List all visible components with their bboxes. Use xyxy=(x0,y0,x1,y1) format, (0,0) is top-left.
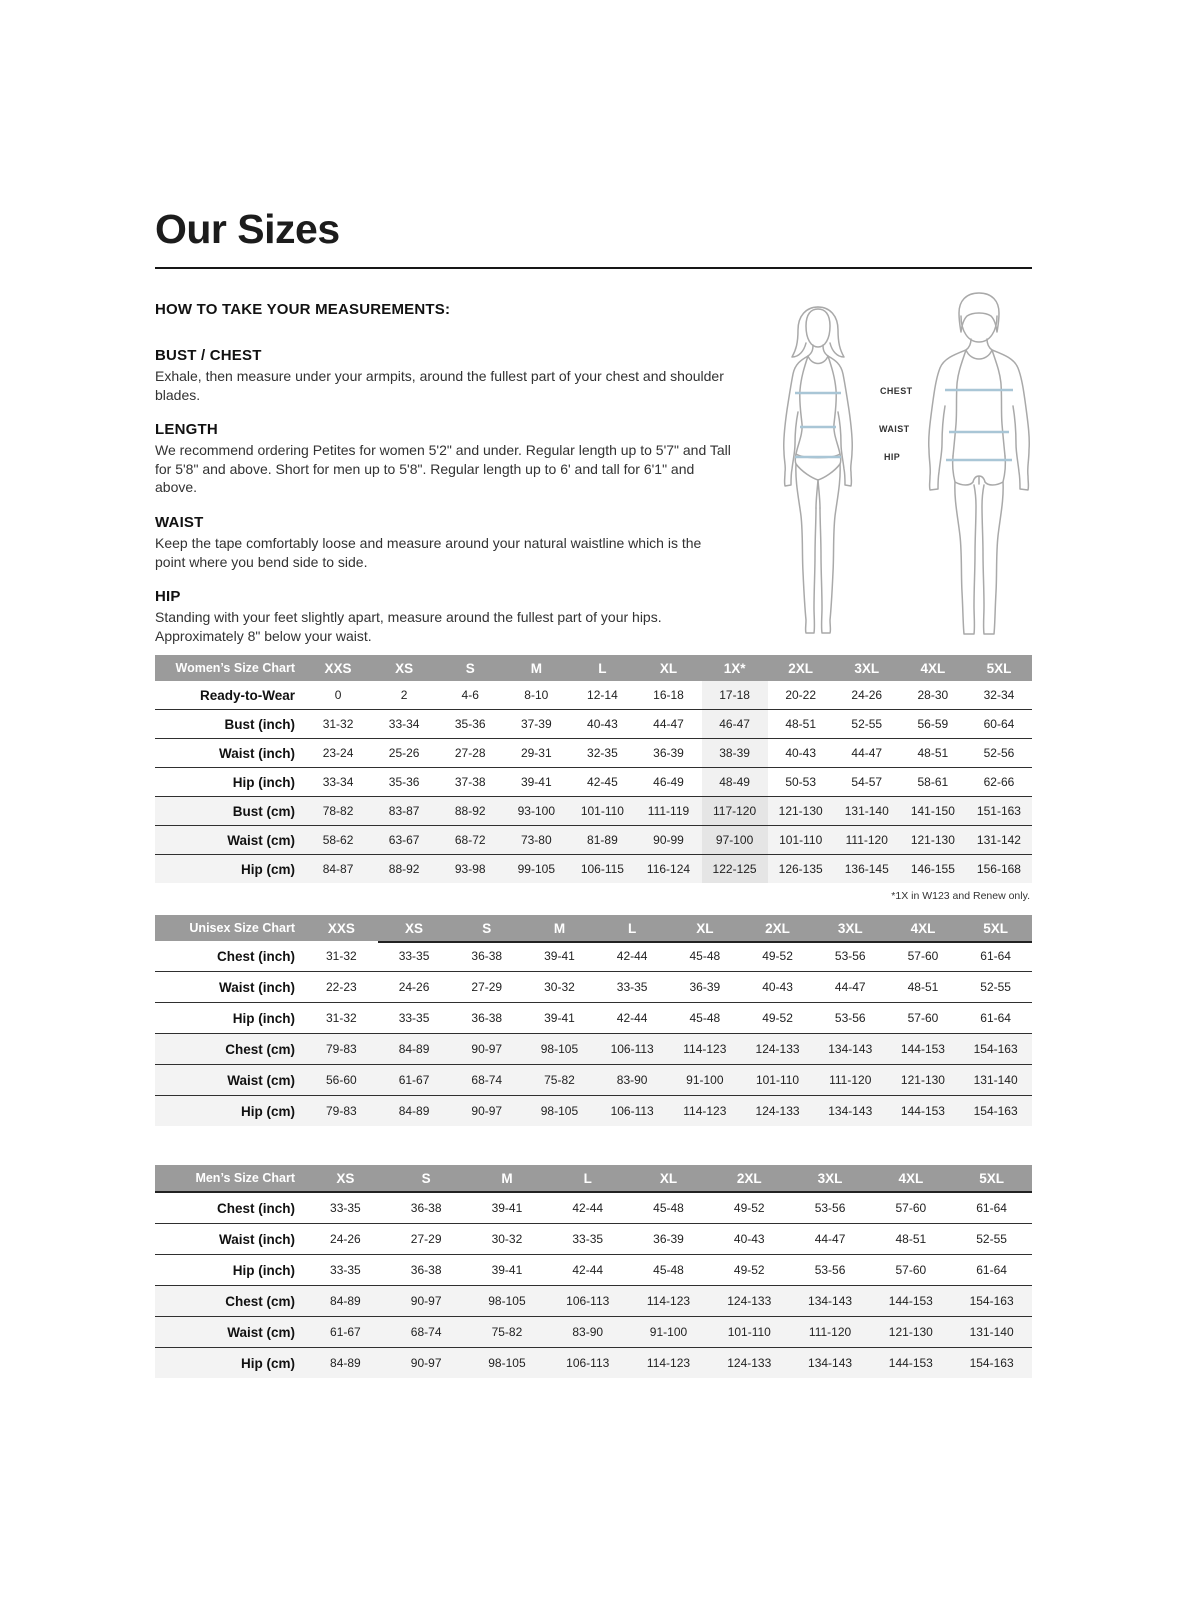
table-row xyxy=(155,1003,1032,1034)
size-cell: 106-113 xyxy=(566,1356,610,1370)
size-cell: 84-89 xyxy=(330,1356,361,1370)
size-cell: 131-140 xyxy=(844,804,889,818)
size-cell: 52-55 xyxy=(851,717,883,731)
size-cell: 68-74 xyxy=(410,1325,442,1339)
column-header: S xyxy=(482,920,492,936)
size-cell: 111-120 xyxy=(845,833,888,847)
size-cell: 117-120 xyxy=(702,797,768,825)
column-header: M xyxy=(530,660,542,676)
size-cell: 114-123 xyxy=(683,1042,727,1056)
size-cell: 79-83 xyxy=(325,1104,357,1118)
size-cell: 98-105 xyxy=(540,1104,579,1118)
size-cell: 20-22 xyxy=(785,688,817,702)
measurement-instructions xyxy=(155,301,733,662)
table-row xyxy=(155,1096,1032,1126)
column-header: 3XL xyxy=(837,920,863,936)
column-header: 1X* xyxy=(723,660,746,676)
size-cell: 8-10 xyxy=(524,688,549,702)
size-cell: 53-56 xyxy=(834,949,866,963)
size-cell: 144-153 xyxy=(900,1104,945,1118)
size-cell: 12-14 xyxy=(587,688,618,702)
size-cell: 0 xyxy=(334,688,342,702)
table-row xyxy=(155,1348,1032,1378)
size-cell: 33-34 xyxy=(388,717,420,731)
size-cell: 79-83 xyxy=(325,1042,357,1056)
size-cell: 24-26 xyxy=(851,688,883,702)
size-cell: 40-43 xyxy=(587,717,618,731)
section-body: Standing with your feet slightly apart, measure around the fullest part of your hips. Approximately 8" below your waist. xyxy=(155,609,662,644)
size-cell: 134-143 xyxy=(808,1356,853,1370)
column-header: 2XL xyxy=(765,920,790,936)
size-cell: 39-41 xyxy=(491,1263,523,1277)
title-divider xyxy=(155,267,1032,269)
size-cell: 154-163 xyxy=(973,1042,1018,1056)
size-cell: 46-47 xyxy=(702,710,768,738)
column-header: XXS xyxy=(327,920,355,936)
size-cell: 57-60 xyxy=(907,1011,939,1025)
size-cell: 84-89 xyxy=(330,1294,361,1308)
size-cell: 97-100 xyxy=(702,826,768,854)
size-cell: 126-135 xyxy=(778,862,823,876)
size-cell: 38-39 xyxy=(702,739,768,767)
size-cell: 93-100 xyxy=(517,804,555,818)
size-cell: 124-133 xyxy=(727,1294,772,1308)
column-header: 5XL xyxy=(986,660,1012,676)
table-title: Women’s Size Chart xyxy=(175,661,295,675)
size-cell: 45-48 xyxy=(689,1011,721,1025)
size-cell: 52-55 xyxy=(980,980,1011,994)
size-cell: 27-28 xyxy=(454,746,486,760)
size-cell: 68-72 xyxy=(454,833,486,847)
table-row xyxy=(155,1255,1032,1286)
size-cell: 124-133 xyxy=(755,1042,800,1056)
row-label: Hip (inch) xyxy=(232,1262,295,1278)
size-cell: 106-113 xyxy=(610,1042,654,1056)
row-label: Bust (inch) xyxy=(224,716,295,732)
table-row xyxy=(155,768,1032,797)
size-cell: 33-35 xyxy=(398,1011,430,1025)
size-cell: 61-67 xyxy=(330,1325,361,1339)
row-label: Hip (inch) xyxy=(232,1010,295,1026)
size-cell: 42-44 xyxy=(572,1201,604,1215)
size-cell: 36-38 xyxy=(410,1263,442,1277)
size-cell: 111-120 xyxy=(829,1073,872,1087)
table-row xyxy=(155,941,1032,972)
size-cell: 2 xyxy=(400,688,408,702)
size-cell: 35-36 xyxy=(454,717,486,731)
size-cell: 54-57 xyxy=(851,775,883,789)
women-s-size-chart xyxy=(155,655,1032,902)
size-cell: 57-60 xyxy=(895,1201,927,1215)
table-row xyxy=(155,1317,1032,1348)
size-cell: 83-90 xyxy=(572,1325,604,1339)
size-cell: 48-51 xyxy=(785,717,817,731)
size-cell: 33-35 xyxy=(330,1263,361,1277)
size-cell: 28-30 xyxy=(917,688,949,702)
column-header: 3XL xyxy=(817,1170,843,1186)
section-body: Exhale, then measure under your armpits, around the fullest part of your chest and shoulder blades. xyxy=(155,368,724,403)
column-header: M xyxy=(501,1170,513,1186)
size-cell: 90-99 xyxy=(653,833,684,847)
size-cell: 45-48 xyxy=(653,1263,684,1277)
size-cell: 88-92 xyxy=(454,804,486,818)
size-cell: 42-44 xyxy=(616,949,648,963)
table-row xyxy=(155,739,1032,768)
size-cell: 154-163 xyxy=(973,1104,1018,1118)
size-cell: 33-35 xyxy=(616,980,648,994)
size-cell: 17-18 xyxy=(702,681,768,709)
size-cell: 60-64 xyxy=(983,717,1015,731)
size-cell: 42-44 xyxy=(572,1263,604,1277)
size-cell: 101-110 xyxy=(727,1325,771,1339)
size-cell: 23-24 xyxy=(322,746,354,760)
size-cell: 48-51 xyxy=(895,1232,927,1246)
size-cell: 39-41 xyxy=(544,949,575,963)
size-cell: 121-130 xyxy=(910,833,955,847)
column-header: XS xyxy=(336,1170,355,1186)
size-cell: 53-56 xyxy=(814,1263,846,1277)
chest-label: CHEST xyxy=(880,386,913,396)
section-bust-chest xyxy=(155,347,733,404)
size-cell: 49-52 xyxy=(733,1201,765,1215)
size-cell: 93-98 xyxy=(454,862,486,876)
column-header: XL xyxy=(696,920,714,936)
row-label: Hip (cm) xyxy=(241,861,295,877)
table-row xyxy=(155,1065,1032,1096)
size-cell: 39-41 xyxy=(544,1011,575,1025)
section-heading: LENGTH xyxy=(155,421,218,439)
size-cell: 49-52 xyxy=(762,949,793,963)
size-cell: 91-100 xyxy=(686,1073,724,1087)
table-row xyxy=(155,1034,1032,1065)
size-cell: 24-26 xyxy=(330,1232,361,1246)
size-cell: 156-168 xyxy=(976,862,1021,876)
size-cell: 48-49 xyxy=(702,768,768,796)
column-header: XS xyxy=(395,660,414,676)
size-cell: 52-56 xyxy=(983,746,1015,760)
size-cell: 134-143 xyxy=(828,1104,873,1118)
size-cell: 73-80 xyxy=(520,833,552,847)
size-cell: 25-26 xyxy=(388,746,420,760)
size-cell: 88-92 xyxy=(388,862,420,876)
size-cell: 36-38 xyxy=(471,949,503,963)
size-cell: 61-64 xyxy=(980,949,1011,963)
unisex-size-chart xyxy=(155,915,1032,1126)
size-cell: 111-119 xyxy=(647,804,690,818)
size-cell: 121-130 xyxy=(778,804,823,818)
size-cell: 121-130 xyxy=(888,1325,933,1339)
size-cell: 75-82 xyxy=(544,1073,575,1087)
size-cell: 32-35 xyxy=(587,746,618,760)
size-cell: 49-52 xyxy=(762,1011,793,1025)
row-label: Chest (inch) xyxy=(216,948,295,964)
size-cell: 90-97 xyxy=(410,1294,442,1308)
size-cell: 49-52 xyxy=(733,1263,765,1277)
size-cell: 58-61 xyxy=(917,775,949,789)
size-cell: 91-100 xyxy=(649,1325,688,1339)
size-cell: 44-47 xyxy=(834,980,866,994)
size-cell: 36-38 xyxy=(471,1011,503,1025)
size-cell: 36-39 xyxy=(653,746,684,760)
size-cell: 136-145 xyxy=(844,862,889,876)
size-cell: 106-113 xyxy=(610,1104,654,1118)
size-cell: 48-51 xyxy=(917,746,949,760)
size-cell: 68-74 xyxy=(471,1073,503,1087)
size-cell: 50-53 xyxy=(785,775,817,789)
column-header: 3XL xyxy=(854,660,880,676)
instructions-heading: HOW TO TAKE YOUR MEASUREMENTS: xyxy=(155,301,451,318)
row-label: Hip (cm) xyxy=(241,1355,295,1371)
column-header: XL xyxy=(659,660,678,676)
column-header: S xyxy=(465,660,475,676)
size-cell: 99-105 xyxy=(517,862,555,876)
row-label: Waist (inch) xyxy=(219,1231,295,1247)
row-label: Waist (cm) xyxy=(227,1072,295,1088)
section-heading: HIP xyxy=(155,588,181,606)
row-label: Bust (cm) xyxy=(232,803,295,819)
size-cell: 116-124 xyxy=(646,862,691,876)
size-cell: 44-47 xyxy=(851,746,883,760)
size-cell: 151-163 xyxy=(976,804,1021,818)
column-header: 4XL xyxy=(910,920,936,936)
size-cell: 53-56 xyxy=(834,1011,866,1025)
size-cell: 16-18 xyxy=(653,688,684,702)
size-cell: 36-38 xyxy=(410,1201,442,1215)
row-label: Ready-to-Wear xyxy=(199,687,295,703)
hip-label: HIP xyxy=(884,452,901,462)
size-cell: 78-82 xyxy=(322,804,354,818)
size-cell: 114-123 xyxy=(646,1356,691,1370)
size-cell: 58-62 xyxy=(322,833,354,847)
size-cell: 33-35 xyxy=(330,1201,361,1215)
row-label: Chest (cm) xyxy=(225,1293,295,1309)
size-cell: 39-41 xyxy=(520,775,552,789)
size-cell: 52-55 xyxy=(976,1232,1007,1246)
size-cell: 37-38 xyxy=(454,775,486,789)
size-cell: 62-66 xyxy=(983,775,1015,789)
size-cell: 121-130 xyxy=(900,1073,945,1087)
row-label: Waist (cm) xyxy=(227,832,295,848)
table-row xyxy=(155,855,1032,883)
size-cell: 44-47 xyxy=(814,1232,846,1246)
table-row xyxy=(155,826,1032,855)
size-cell: 45-48 xyxy=(689,949,721,963)
size-cell: 134-143 xyxy=(828,1042,873,1056)
table-title: Unisex Size Chart xyxy=(189,921,295,935)
table-footnote: *1X in W123 and Renew only. xyxy=(891,890,1030,902)
size-tables xyxy=(155,655,1032,1415)
column-header: XL xyxy=(659,1170,678,1186)
size-cell: 154-163 xyxy=(969,1356,1014,1370)
size-cell: 56-59 xyxy=(917,717,949,731)
size-cell: 83-90 xyxy=(616,1073,648,1087)
size-cell: 61-64 xyxy=(976,1263,1007,1277)
size-cell: 98-105 xyxy=(488,1294,526,1308)
section-body: We recommend ordering Petites for women 5'2" and under. Regular length up to 5'7" and Tall for 5'8" and above. Short for men up to 5'8". Regular length up to 6' and tall for 6'1" and above. xyxy=(155,442,731,496)
size-cell: 57-60 xyxy=(907,949,939,963)
section-waist xyxy=(155,514,733,571)
size-cell: 48-51 xyxy=(907,980,939,994)
size-cell: 22-23 xyxy=(325,980,357,994)
waist-label: WAIST xyxy=(879,424,910,434)
row-label: Waist (cm) xyxy=(227,1324,295,1340)
size-cell: 35-36 xyxy=(388,775,420,789)
size-cell: 84-89 xyxy=(398,1104,430,1118)
table-header-row xyxy=(155,655,1032,681)
row-label: Waist (inch) xyxy=(219,745,295,761)
size-cell: 101-110 xyxy=(779,833,823,847)
column-header: L xyxy=(598,660,607,676)
size-cell: 61-64 xyxy=(976,1201,1007,1215)
row-label: Chest (cm) xyxy=(225,1041,295,1057)
size-cell: 36-39 xyxy=(653,1232,684,1246)
page-title: Our Sizes xyxy=(155,206,340,252)
size-cell: 44-47 xyxy=(653,717,684,731)
size-cell: 24-26 xyxy=(398,980,430,994)
table-row xyxy=(155,1193,1032,1224)
size-cell: 144-153 xyxy=(900,1042,945,1056)
size-cell: 98-105 xyxy=(488,1356,526,1370)
size-cell: 57-60 xyxy=(895,1263,927,1277)
table-header-row xyxy=(155,915,1032,941)
row-label: Waist (inch) xyxy=(219,979,295,995)
size-cell: 31-32 xyxy=(322,717,354,731)
size-cell: 33-34 xyxy=(322,775,354,789)
section-body: Keep the tape comfortably loose and measure around your natural waistline which is the point where you bend side to side. xyxy=(155,535,702,570)
size-cell: 131-142 xyxy=(976,833,1021,847)
size-cell: 40-43 xyxy=(762,980,793,994)
column-header: 4XL xyxy=(920,660,946,676)
size-cell: 83-87 xyxy=(388,804,420,818)
size-cell: 27-29 xyxy=(410,1232,442,1246)
size-cell: 98-105 xyxy=(540,1042,579,1056)
column-header: XS xyxy=(405,920,424,936)
column-header: 4XL xyxy=(898,1170,924,1186)
size-cell: 146-155 xyxy=(910,862,955,876)
size-cell: 75-82 xyxy=(491,1325,523,1339)
size-cell: 33-35 xyxy=(398,949,430,963)
measurement-figures xyxy=(740,280,1060,650)
size-cell: 45-48 xyxy=(653,1201,684,1215)
size-cell: 33-35 xyxy=(572,1232,604,1246)
table-row xyxy=(155,1286,1032,1317)
male-figure-illustration xyxy=(916,288,1042,642)
section-heading: WAIST xyxy=(155,514,204,532)
female-figure-illustration xyxy=(768,302,868,634)
size-cell: 114-123 xyxy=(683,1104,727,1118)
size-cell: 90-97 xyxy=(410,1356,442,1370)
column-header: M xyxy=(553,920,566,936)
table-header-row xyxy=(155,1165,1032,1193)
row-label: Hip (cm) xyxy=(241,1103,295,1119)
size-cell: 42-44 xyxy=(616,1011,648,1025)
size-cell: 46-49 xyxy=(653,775,684,789)
column-header: 2XL xyxy=(788,660,814,676)
size-cell: 154-163 xyxy=(969,1294,1014,1308)
table-row xyxy=(155,1224,1032,1255)
size-cell: 53-56 xyxy=(814,1201,846,1215)
size-cell: 42-45 xyxy=(587,775,618,789)
size-cell: 61-67 xyxy=(398,1073,430,1087)
size-cell: 122-125 xyxy=(702,855,768,883)
size-cell: 39-41 xyxy=(491,1201,523,1215)
size-cell: 37-39 xyxy=(520,717,552,731)
size-cell: 90-97 xyxy=(471,1042,503,1056)
size-cell: 40-43 xyxy=(733,1232,765,1246)
size-cell: 31-32 xyxy=(325,949,357,963)
column-header: S xyxy=(421,1170,431,1186)
size-cell: 131-140 xyxy=(973,1073,1018,1087)
column-header: L xyxy=(583,1170,592,1186)
size-cell: 134-143 xyxy=(808,1294,853,1308)
size-cell: 114-123 xyxy=(646,1294,691,1308)
column-header: XXS xyxy=(324,660,352,676)
size-cell: 31-32 xyxy=(325,1011,357,1025)
size-cell: 141-150 xyxy=(910,804,955,818)
table-row xyxy=(155,972,1032,1003)
size-cell: 144-153 xyxy=(888,1294,933,1308)
table-title: Men’s Size Chart xyxy=(195,1171,295,1185)
section-length xyxy=(155,421,733,497)
header-underline xyxy=(378,941,1032,943)
size-cell: 90-97 xyxy=(471,1104,503,1118)
size-cell: 124-133 xyxy=(755,1104,800,1118)
row-label: Hip (inch) xyxy=(232,774,295,790)
row-label: Chest (inch) xyxy=(216,1200,295,1216)
size-cell: 106-113 xyxy=(566,1294,610,1308)
column-header: L xyxy=(628,920,637,936)
size-cell: 56-60 xyxy=(325,1073,357,1087)
size-cell: 84-87 xyxy=(322,862,354,876)
size-cell: 27-29 xyxy=(471,980,503,994)
size-cell: 111-120 xyxy=(808,1325,852,1339)
size-cell: 4-6 xyxy=(461,688,479,702)
size-cell: 101-110 xyxy=(580,804,624,818)
size-cell: 29-31 xyxy=(520,746,552,760)
table-row xyxy=(155,710,1032,739)
size-cell: 106-115 xyxy=(580,862,624,876)
size-cell: 144-153 xyxy=(888,1356,933,1370)
section-hip xyxy=(155,588,733,645)
column-header: 5XL xyxy=(979,1170,1004,1186)
size-cell: 124-133 xyxy=(727,1356,772,1370)
size-cell: 32-34 xyxy=(983,688,1015,702)
size-cell: 63-67 xyxy=(388,833,420,847)
table-row xyxy=(155,797,1032,826)
column-header: 2XL xyxy=(736,1170,762,1186)
size-cell: 40-43 xyxy=(785,746,817,760)
men-s-size-chart xyxy=(155,1165,1032,1378)
size-cell: 84-89 xyxy=(398,1042,430,1056)
size-cell: 30-32 xyxy=(544,980,575,994)
size-cell: 61-64 xyxy=(980,1011,1011,1025)
table-row xyxy=(155,681,1032,710)
size-cell: 101-110 xyxy=(755,1073,800,1087)
column-header: 5XL xyxy=(983,920,1009,936)
section-heading: BUST / CHEST xyxy=(155,347,262,364)
size-cell: 30-32 xyxy=(491,1232,523,1246)
size-cell: 81-89 xyxy=(587,833,618,847)
size-cell: 131-140 xyxy=(969,1325,1014,1339)
size-cell: 36-39 xyxy=(689,980,721,994)
